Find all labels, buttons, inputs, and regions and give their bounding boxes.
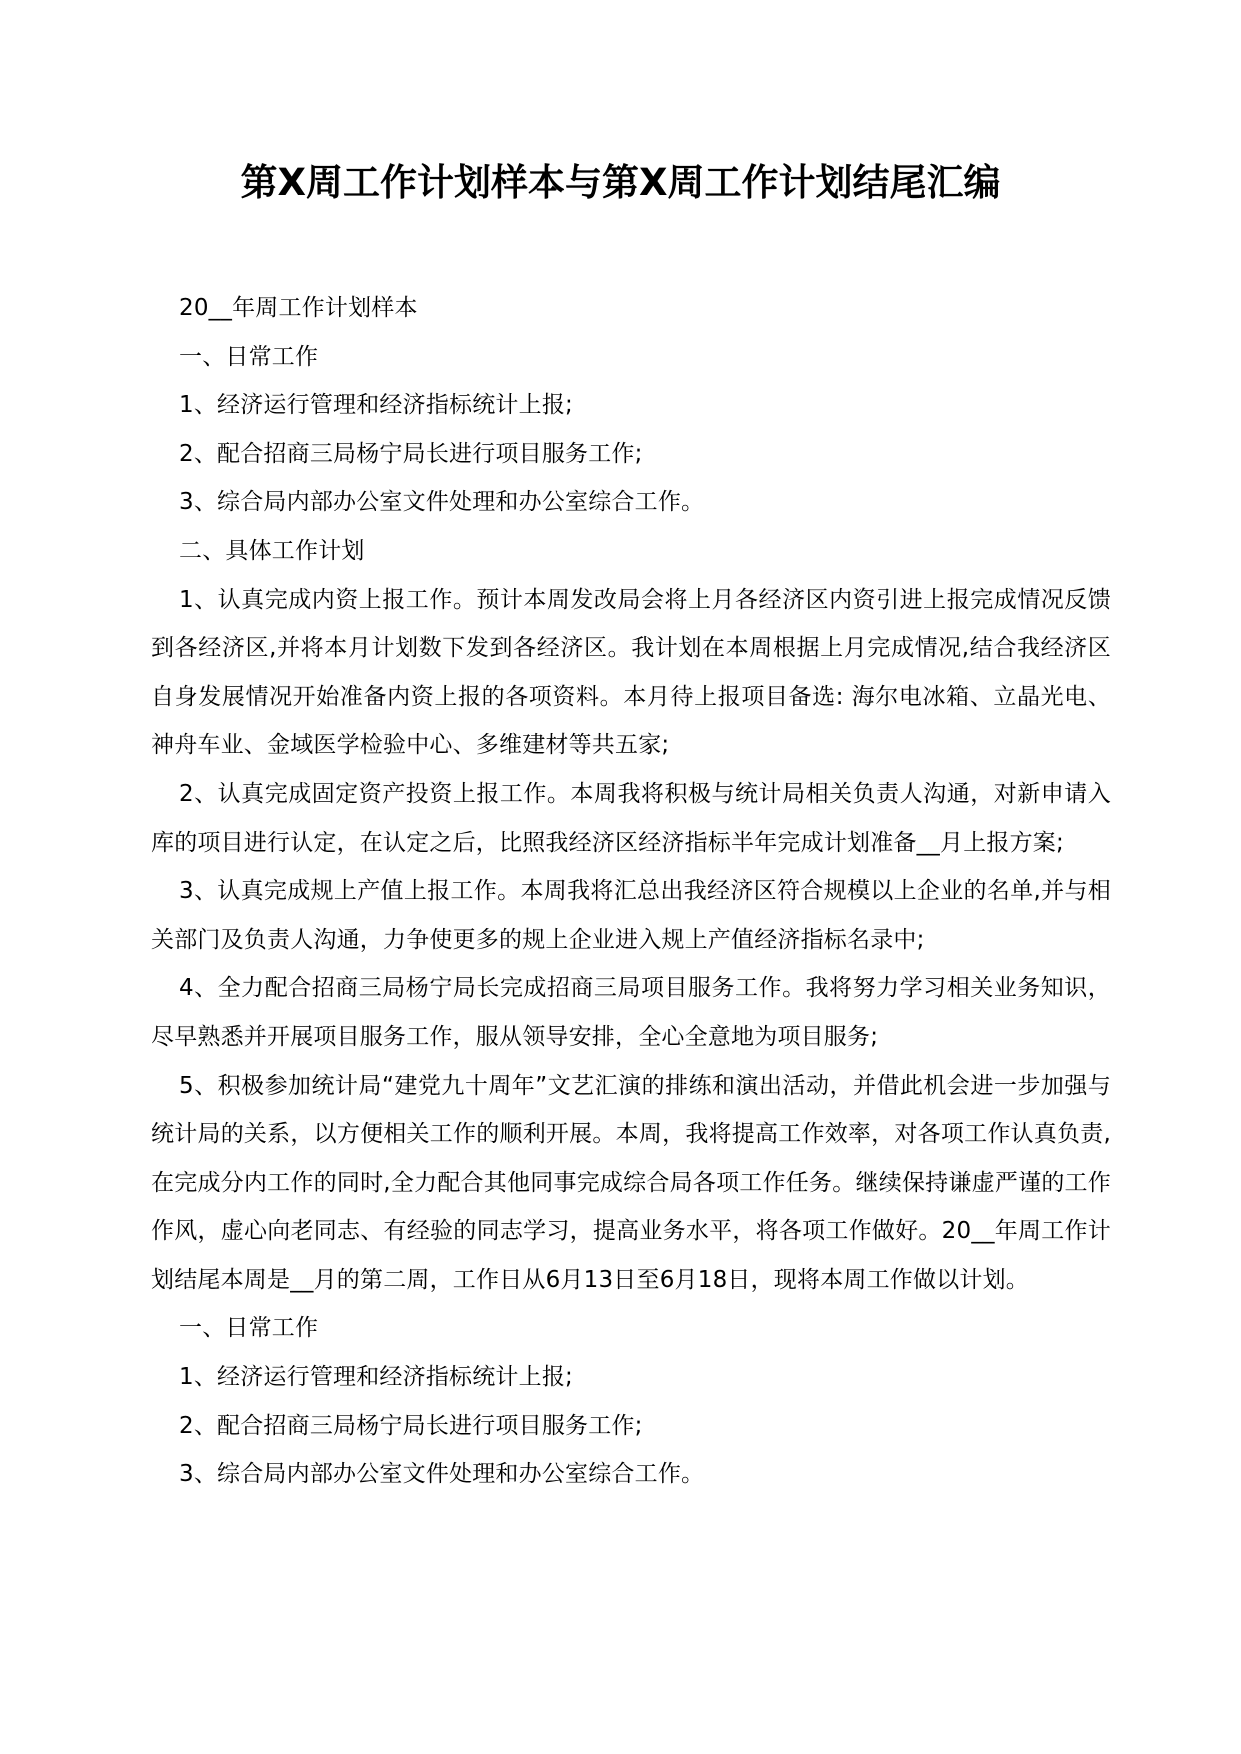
paragraph-daily-item-1-repeat: 1、经济运行管理和经济指标统计上报; [179,1364,573,1391]
paragraph-daily-item-3: 3、综合局内部办公室文件处理和办公室综合工作。 [179,489,705,516]
paragraph-plan-sample-heading: 20__年周工作计划样本 [179,295,418,321]
paragraph-specific-item-2: 2、认真完成固定资产投资上报工作。本周我将积极与统计局相关负责人沟通，对新申请入库的项目进行认定，在认定之后，比照我经济区经济指标半年完成计划准备__月上报方案; [151,780,1111,856]
paragraph-daily-item-3-repeat: 3、综合局内部办公室文件处理和办公室综合工作。 [179,1461,705,1488]
paragraph-specific-item-3: 3、认真完成规上产值上报工作。本周我将汇总出我经济区符合规模以上企业的名单,并与相关部门及负责人沟通，力争使更多的规上企业进入规上产值经济指标名录中; [151,878,1111,953]
paragraph-daily-work-heading-2: 一、日常工作 [179,1315,319,1342]
paragraph-specific-item-5: 5、积极参加统计局“建党九十周年”文艺汇演的排练和演出活动，并借此机会进一步加强与统计局的关系，以方便相关工作的顺利开展。本周，我将提高工作效率，对各项工作认真负责,在完成分内工作的同时,全力配合其他同事完成综合局各项工作任务。继续保持谦虚严谨的工作作风，虚心向老同志、有经验的同志学习，提高业务水平，将各项工作做好。20__年周工作计划结尾本周是__月的第二周，工作日从6月13日至6月18日，现将本周工作做以计划。 [151,1072,1111,1293]
paragraph-daily-item-2-repeat: 2、配合招商三局杨宁局长进行项目服务工作; [179,1412,643,1439]
document-title: 第X周工作计划样本与第X周工作计划结尾汇编 [240,161,1001,204]
document-body [151,284,1111,1499]
paragraph-specific-item-4: 4、全力配合招商三局杨宁局长完成招商三局项目服务工作。我将努力学习相关业务知识，尽早熟悉并开展项目服务工作，服从领导安排，全心全意地为项目服务; [151,975,1111,1050]
paragraph-daily-item-2: 2、配合招商三局杨宁局长进行项目服务工作; [179,440,643,467]
paragraph-daily-item-1: 1、经济运行管理和经济指标统计上报; [179,392,573,419]
paragraph-specific-plan-heading: 二、具体工作计划 [179,537,365,564]
paragraph-daily-work-heading: 一、日常工作 [179,343,319,370]
paragraph-specific-item-1: 1、认真完成内资上报工作。预计本周发改局会将上月各经济区内资引进上报完成情况反馈到各经济区,并将本月计划数下发到各经济区。我计划在本周根据上月完成情况,结合我经济区自身发展情况开始准备内资上报的各项资料。本月待上报项目备选: 海尔电冰箱、立晶光电、神舟车业、金域医学检验中心、多维建材等共五家; [151,586,1111,759]
